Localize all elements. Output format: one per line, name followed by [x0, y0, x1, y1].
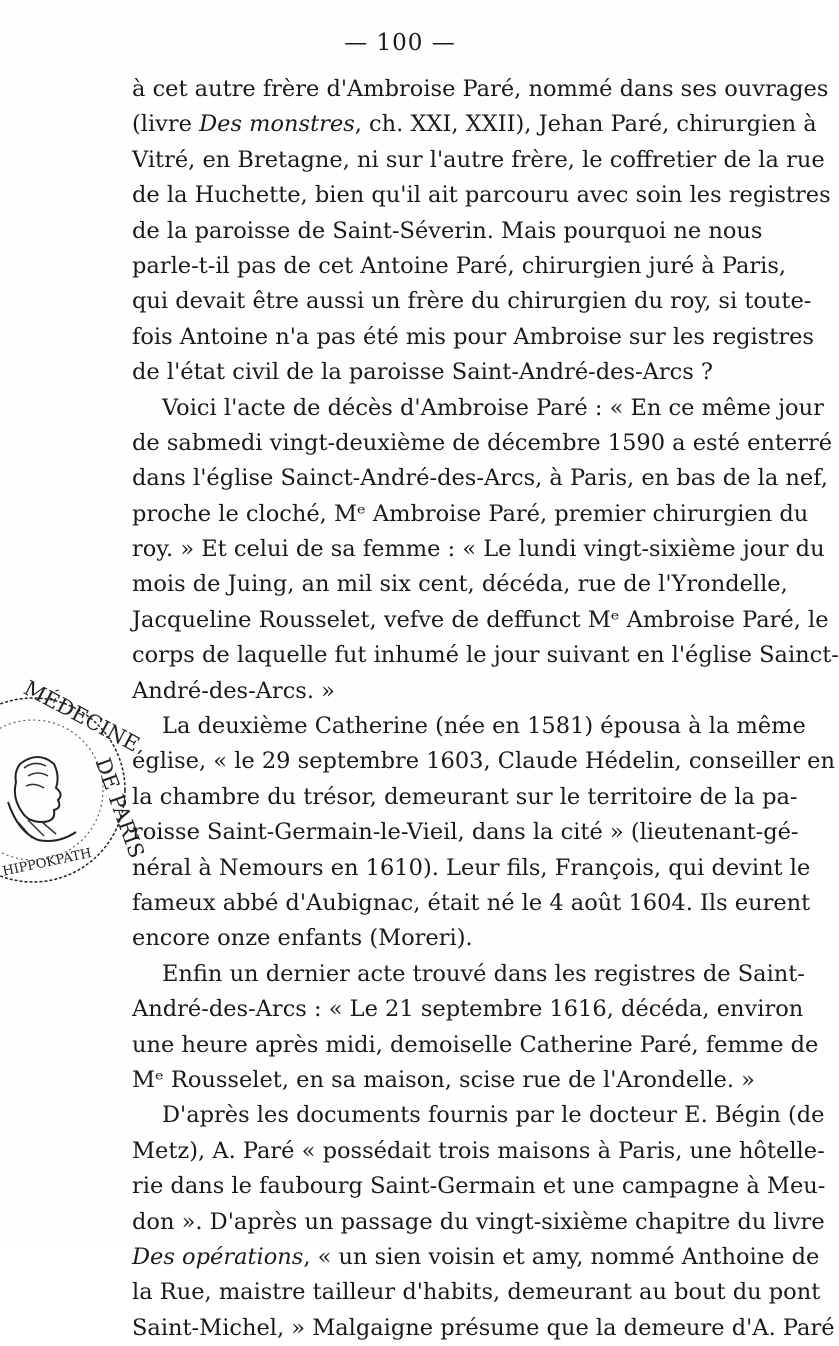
- body-text: [132, 72, 839, 1346]
- text-line: André-des-Arcs : « Le 21 septembre 1616, décéda, environ: [132, 996, 804, 1023]
- text-line: de l'état civil de la paroisse Saint-André-des-Arcs ?: [132, 359, 713, 386]
- text-line: qui devait être aussi un frère du chirurgien du roy, si toute-: [132, 288, 812, 315]
- text-line: néral à Nemours en 1610). Leur fils, François, qui devint le: [132, 854, 811, 881]
- text-line: fameux abbé d'Aubignac, était né le 4 août 1604. Ils eurent: [132, 889, 811, 916]
- text-line: église, « le 29 septembre 1603, Claude Hédelin, conseiller en: [132, 748, 835, 775]
- text-line: Metz), A. Paré « possédait trois maisons à Paris, une hôtelle-: [132, 1137, 825, 1164]
- text-line: parle-t-il pas de cet Antoine Paré, chirurgien juré à Paris,: [132, 252, 787, 279]
- library-stamp: [0, 672, 149, 902]
- text-line: à cet autre frère d'Ambroise Paré, nommé dans ses ouvrages: [132, 76, 829, 102]
- text-line: encore onze enfants (Moreri).: [132, 925, 473, 952]
- text-line: Enfin un dernier acte trouvé dans les registres de Saint-: [162, 960, 805, 987]
- text-line: don ». D'après un passage du vingt-sixième chapitre du livre: [132, 1208, 825, 1235]
- text-line: fois Antoine n'a pas été mis pour Ambroise sur les registres: [132, 323, 814, 350]
- text-line: proche le cloché, Mᵉ Ambroise Paré, premier chirurgien du: [132, 500, 809, 527]
- stamp-icon: [0, 672, 149, 902]
- text-line: Jacqueline Rousselet, vefve de deffunct Mᵉ Ambroise Paré, le: [132, 606, 829, 633]
- text-line: mois de Juing, an mil six cent, décéda, rue de l'Yrondelle,: [132, 571, 788, 598]
- text-line: Vitré, en Bretagne, ni sur l'autre frère, le coffretier de la rue: [132, 146, 825, 173]
- text-line: la chambre du trésor, demeurant sur le territoire de la pa-: [132, 783, 798, 810]
- text-line: de sabmedi vingt-deuxième de décembre 1590 a esté enterré: [132, 429, 833, 456]
- text-line: rie dans le faubourg Saint-Germain et une campagne à Meu-: [132, 1173, 826, 1200]
- text-line: roisse Saint-Germain-le-Vieil, dans la cité » (lieutenant-gé-: [132, 819, 799, 846]
- text-line: Saint-Michel, » Malgaigne présume que la demeure d'A. Paré: [132, 1314, 835, 1341]
- page-number: — 100 —: [344, 30, 456, 56]
- text-line: La deuxième Catherine (née en 1581) épousa à la même: [162, 713, 806, 740]
- text-line: dans l'église Sainct-André-des-Arcs, à Paris, en bas de la nef,: [132, 465, 828, 492]
- text-line: Voici l'acte de décès d'Ambroise Paré : « En ce même jour: [162, 394, 824, 421]
- svg-text:HIPPOKPATH: HIPPOKPATH: [1, 846, 94, 880]
- svg-text:MÉDECINE: MÉDECINE: [19, 675, 144, 757]
- text-line: (livre Des monstres, ch. XXI, XXII), Jehan Paré, chirurgien à: [132, 111, 817, 138]
- text-line: roy. » Et celui de sa femme : « Le lundi vingt-sixième jour du: [132, 536, 825, 563]
- text-line: Des opérations, « un sien voisin et amy, nommé Anthoine de: [132, 1243, 820, 1270]
- text-line: une heure après midi, demoiselle Catherine Paré, femme de: [132, 1031, 819, 1058]
- text-line: de la Huchette, bien qu'il ait parcouru avec soin les registres: [132, 182, 831, 209]
- text-line: Mᵉ Rousselet, en sa maison, scise rue de l'Arondelle. »: [132, 1066, 755, 1093]
- text-line: la Rue, maistre tailleur d'habits, demeurant au bout du pont: [132, 1279, 821, 1306]
- svg-text:DE PARIS: DE PARIS: [90, 754, 149, 862]
- text-line: de la paroisse de Saint-Séverin. Mais pourquoi ne nous: [132, 217, 763, 244]
- text-line: corps de laquelle fut inhumé le jour suivant en l'église Sainct-: [132, 642, 839, 669]
- text-line: D'après les documents fournis par le docteur E. Bégin (de: [162, 1102, 825, 1129]
- text-line: André-des-Arcs. »: [132, 677, 335, 704]
